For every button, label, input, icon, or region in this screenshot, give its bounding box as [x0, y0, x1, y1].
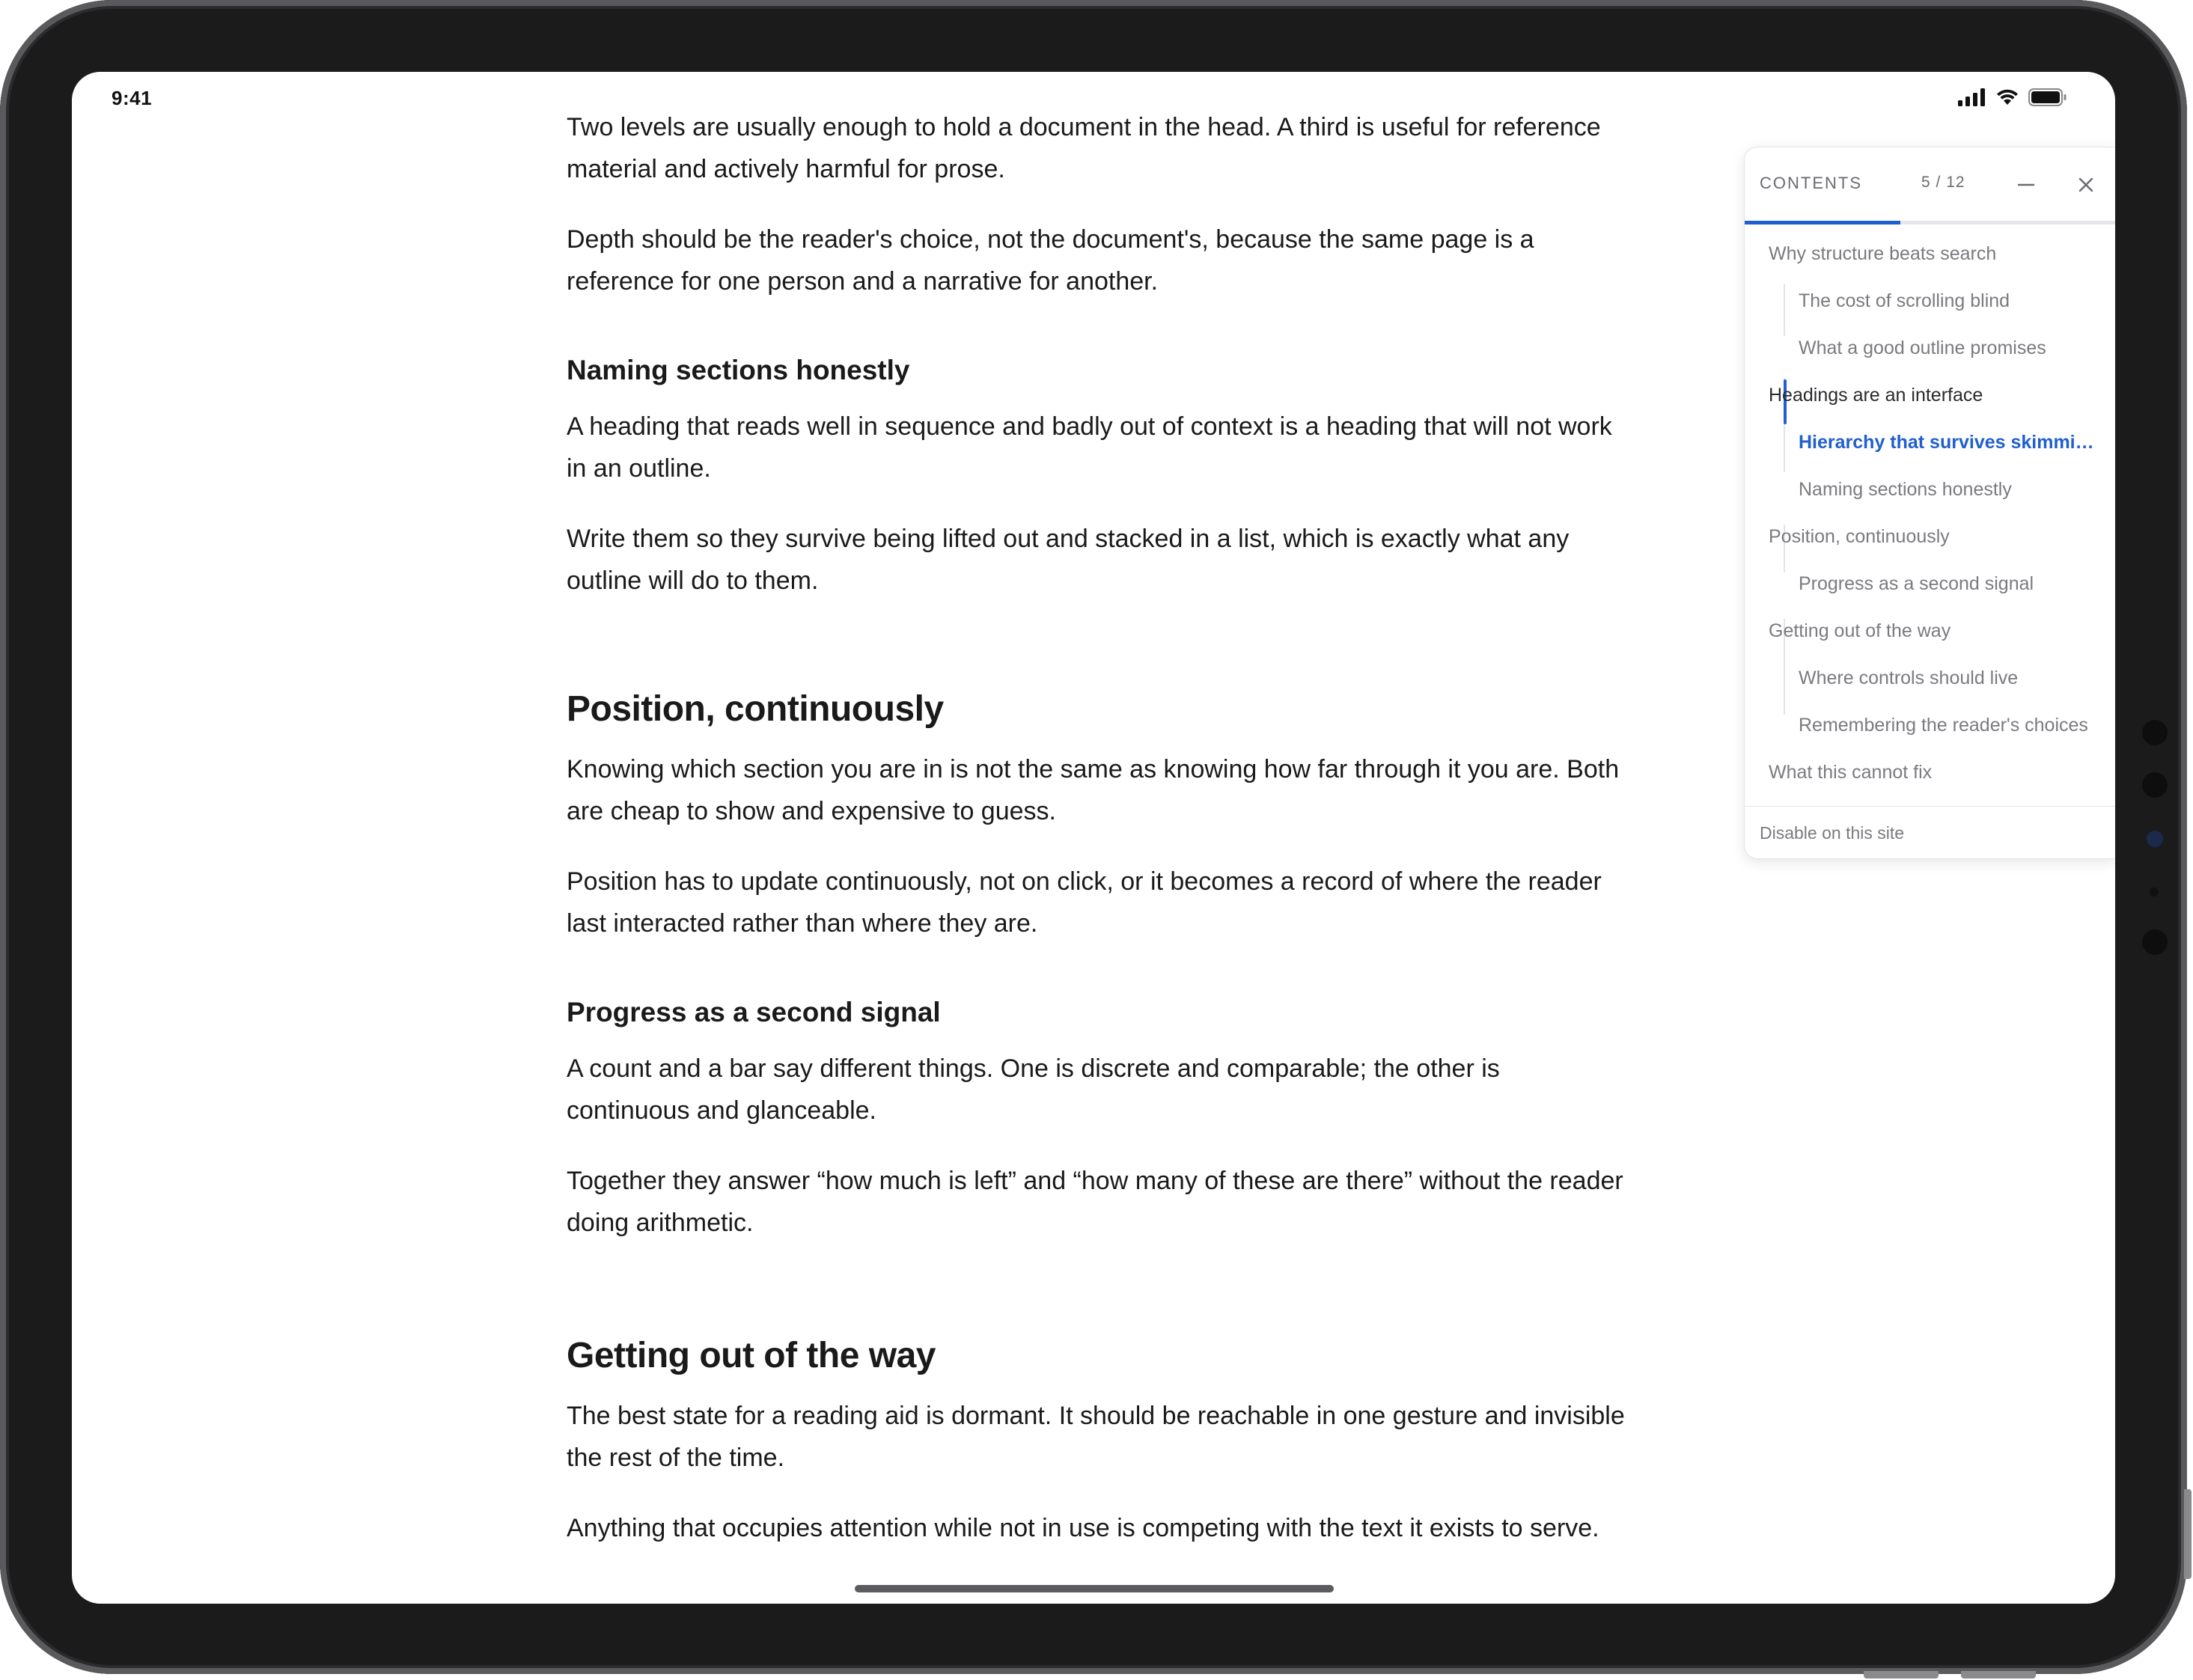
contents-footer — [1745, 806, 2115, 859]
bezel-sensor — [2142, 720, 2168, 745]
toc-item-headings-are-an-interface[interactable]: Headings are an interface — [1769, 385, 1983, 406]
section-counter — [1921, 174, 1965, 192]
paragraph: The best state for a reading aid is dormant. It should be reachable in one gesture and invisible the rest of the time. — [567, 1402, 1625, 1472]
toc-item-remembering-readers-choices[interactable]: Remembering the reader's choices — [1799, 715, 2088, 736]
home-indicator[interactable] — [855, 1585, 1334, 1592]
wifi-icon — [1995, 88, 2019, 106]
contents-header — [1745, 147, 2115, 222]
counter-separator: / — [1936, 174, 1942, 191]
status-icons — [1958, 88, 2067, 106]
paragraph: Two levels are usually enough to hold a document in the head. A third is useful for reference material and actively harmful for prose. — [567, 113, 1601, 183]
toc-item-position-continuously[interactable]: Position, continuously — [1769, 526, 1950, 547]
total-sections: 12 — [1946, 174, 1965, 191]
paragraph: Together they answer “how much is left” and “how many of these are there” without the reader doing arithmetic. — [567, 1167, 1623, 1237]
bezel-sensor — [2142, 929, 2168, 955]
paragraph: Write them so they survive being lifted out and stacked in a list, which is exactly what any outline will do to them. — [567, 525, 1570, 595]
toc-item-cost-of-scrolling-blind[interactable]: The cost of scrolling blind — [1799, 290, 2010, 311]
volume-button — [2184, 1489, 2192, 1579]
battery-icon — [2028, 88, 2067, 106]
bezel-sensor — [2150, 888, 2159, 896]
current-section-number: 5 — [1921, 174, 1931, 191]
bezel-sensor — [2142, 772, 2168, 798]
paragraph: Position has to update continuously, not on click, or it becomes a record of where the reader last interacted rather than where they are. — [567, 867, 1602, 938]
nesting-guide — [1784, 284, 1785, 336]
toc-item-why-structure-beats-search[interactable]: Why structure beats search — [1769, 243, 1997, 264]
paragraph: A heading that reads well in sequence and badly out of context is a heading that will not work in an outline. — [567, 412, 1612, 483]
minimize-button[interactable] — [2011, 170, 2041, 200]
section-heading: Naming sections honestly — [567, 355, 910, 385]
status-time: 9:41 — [112, 87, 153, 109]
toc-item-getting-out-of-the-way[interactable]: Getting out of the way — [1769, 620, 1951, 641]
chapter-heading: Position, continuously — [567, 689, 944, 729]
toc-item-where-controls-should-live[interactable]: Where controls should live — [1799, 668, 2019, 688]
screen — [72, 72, 2115, 1604]
contents-panel — [1744, 147, 2115, 859]
paragraph: A count and a bar say different things. One is discrete and comparable; the other is continuous and glanceable. — [567, 1054, 1500, 1125]
front-camera — [2147, 831, 2163, 847]
minus-icon — [2011, 170, 2041, 200]
toc-item-progress-second-signal[interactable]: Progress as a second signal — [1799, 573, 2034, 594]
toc-item-hierarchy-that-survives-skimming[interactable]: Hierarchy that survives skimming — [1799, 432, 2098, 453]
toc-item-what-this-cannot-fix[interactable]: What this cannot fix — [1769, 762, 1933, 783]
paragraph: Depth should be the reader's choice, not the document's, because the same page is a reference for one person and a narrative for another. — [567, 225, 1534, 296]
disable-on-site-link[interactable]: Disable on this site — [1760, 823, 1905, 843]
hardware-button — [1864, 1671, 1939, 1679]
paragraph: Anything that occupies attention while not in use is competing with the text it exists to serve. — [567, 1514, 1599, 1542]
section-heading: Progress as a second signal — [567, 997, 941, 1027]
chapter-heading: Getting out of the way — [567, 1336, 936, 1375]
hardware-button — [1961, 1671, 2036, 1679]
paragraph: Knowing which section you are in is not the same as knowing how far through it you are. Both are cheap to show and expensive to guess. — [567, 755, 1620, 825]
toc-item-good-outline-promises[interactable]: What a good outline promises — [1799, 337, 2046, 358]
progress-bar — [1745, 221, 2115, 224]
close-icon — [2071, 170, 2101, 200]
progress-bar-fill — [1745, 221, 1900, 224]
close-button[interactable] — [2071, 170, 2101, 200]
toc-item-naming-sections-honestly[interactable]: Naming sections honestly — [1799, 479, 2012, 500]
signal-icon — [1958, 88, 1986, 106]
contents-title: CONTENTS — [1760, 174, 1862, 192]
